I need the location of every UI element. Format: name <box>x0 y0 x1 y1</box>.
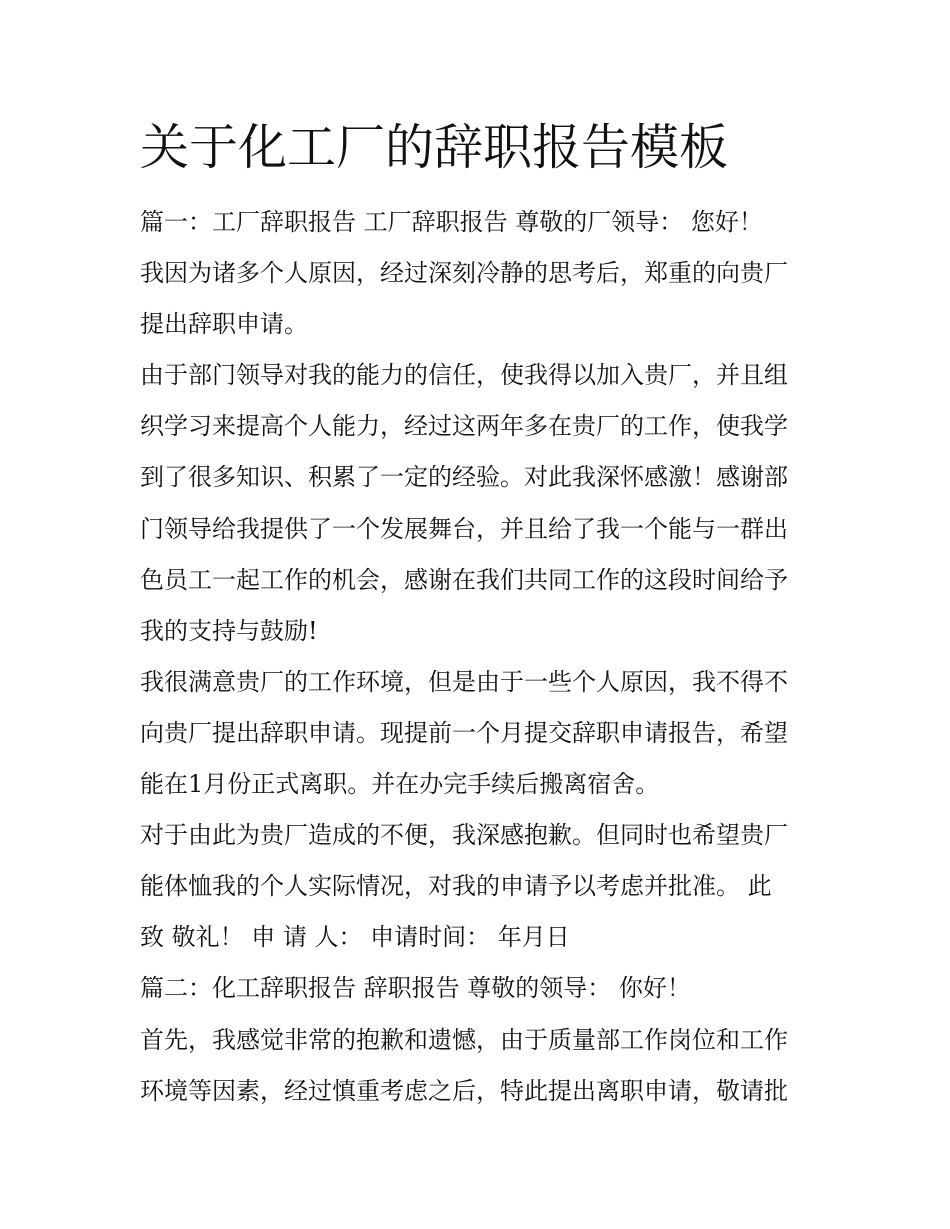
text-line: 对于由此为贵厂造成的不便，我深感抱歉。但同时也希望贵厂 <box>140 821 788 850</box>
text-line: 色员工一起工作的机会，感谢在我们共同工作的这段时间给予 <box>140 565 788 594</box>
text-line: 篇二：化工辞职报告 辞职报告 尊敬的领导： 你好！ <box>140 974 691 1003</box>
text-line: 篇一：工厂辞职报告 工厂辞职报告 尊敬的厂领导： 您好！ <box>140 208 763 236</box>
text-line: 能体恤我的个人实际情况，对我的申请予以考虑并批准。 此 <box>140 872 772 901</box>
text-line: 我很满意贵厂的工作环境，但是由于一些个人原因，我不得不 <box>140 667 788 696</box>
text-line: 首先，我感觉非常的抱歉和遗憾，由于质量部工作岗位和工作 <box>140 1025 788 1054</box>
text-line: 向贵厂提出辞职申请。现提前一个月提交辞职申请报告，希望 <box>140 718 788 747</box>
text-line: 由于部门领导对我的能力的信任，使我得以加入贵厂，并且组 <box>140 361 788 390</box>
text-line: 织学习来提高个人能力，经过这两年多在贵厂的工作，使我学 <box>140 412 788 441</box>
document-body <box>140 199 820 1119</box>
text-line: 到了很多知识、积累了一定的经验。对此我深怀感激！感谢部 <box>140 463 788 492</box>
text-line: 我的支持与鼓励! <box>140 616 318 645</box>
document-title: 关于化工厂的辞职报告模板 <box>140 119 729 176</box>
text-line: 环境等因素，经过慎重考虑之后，特此提出离职申请，敬请批 <box>140 1076 788 1105</box>
text-line: 提出辞职申请。 <box>140 310 308 339</box>
text-line: 门领导给我提供了一个发展舞台，并且给了我一个能与一群出 <box>140 514 788 543</box>
text-line: 能在1月份正式离职。并在办完手续后搬离宿舍。 <box>140 770 660 799</box>
text-line: 致 敬礼！ 申 请 人： 申请时间： 年月日 <box>140 923 570 952</box>
text-line: 我因为诸多个人原因，经过深刻冷静的思考后，郑重的向贵厂 <box>140 259 788 288</box>
